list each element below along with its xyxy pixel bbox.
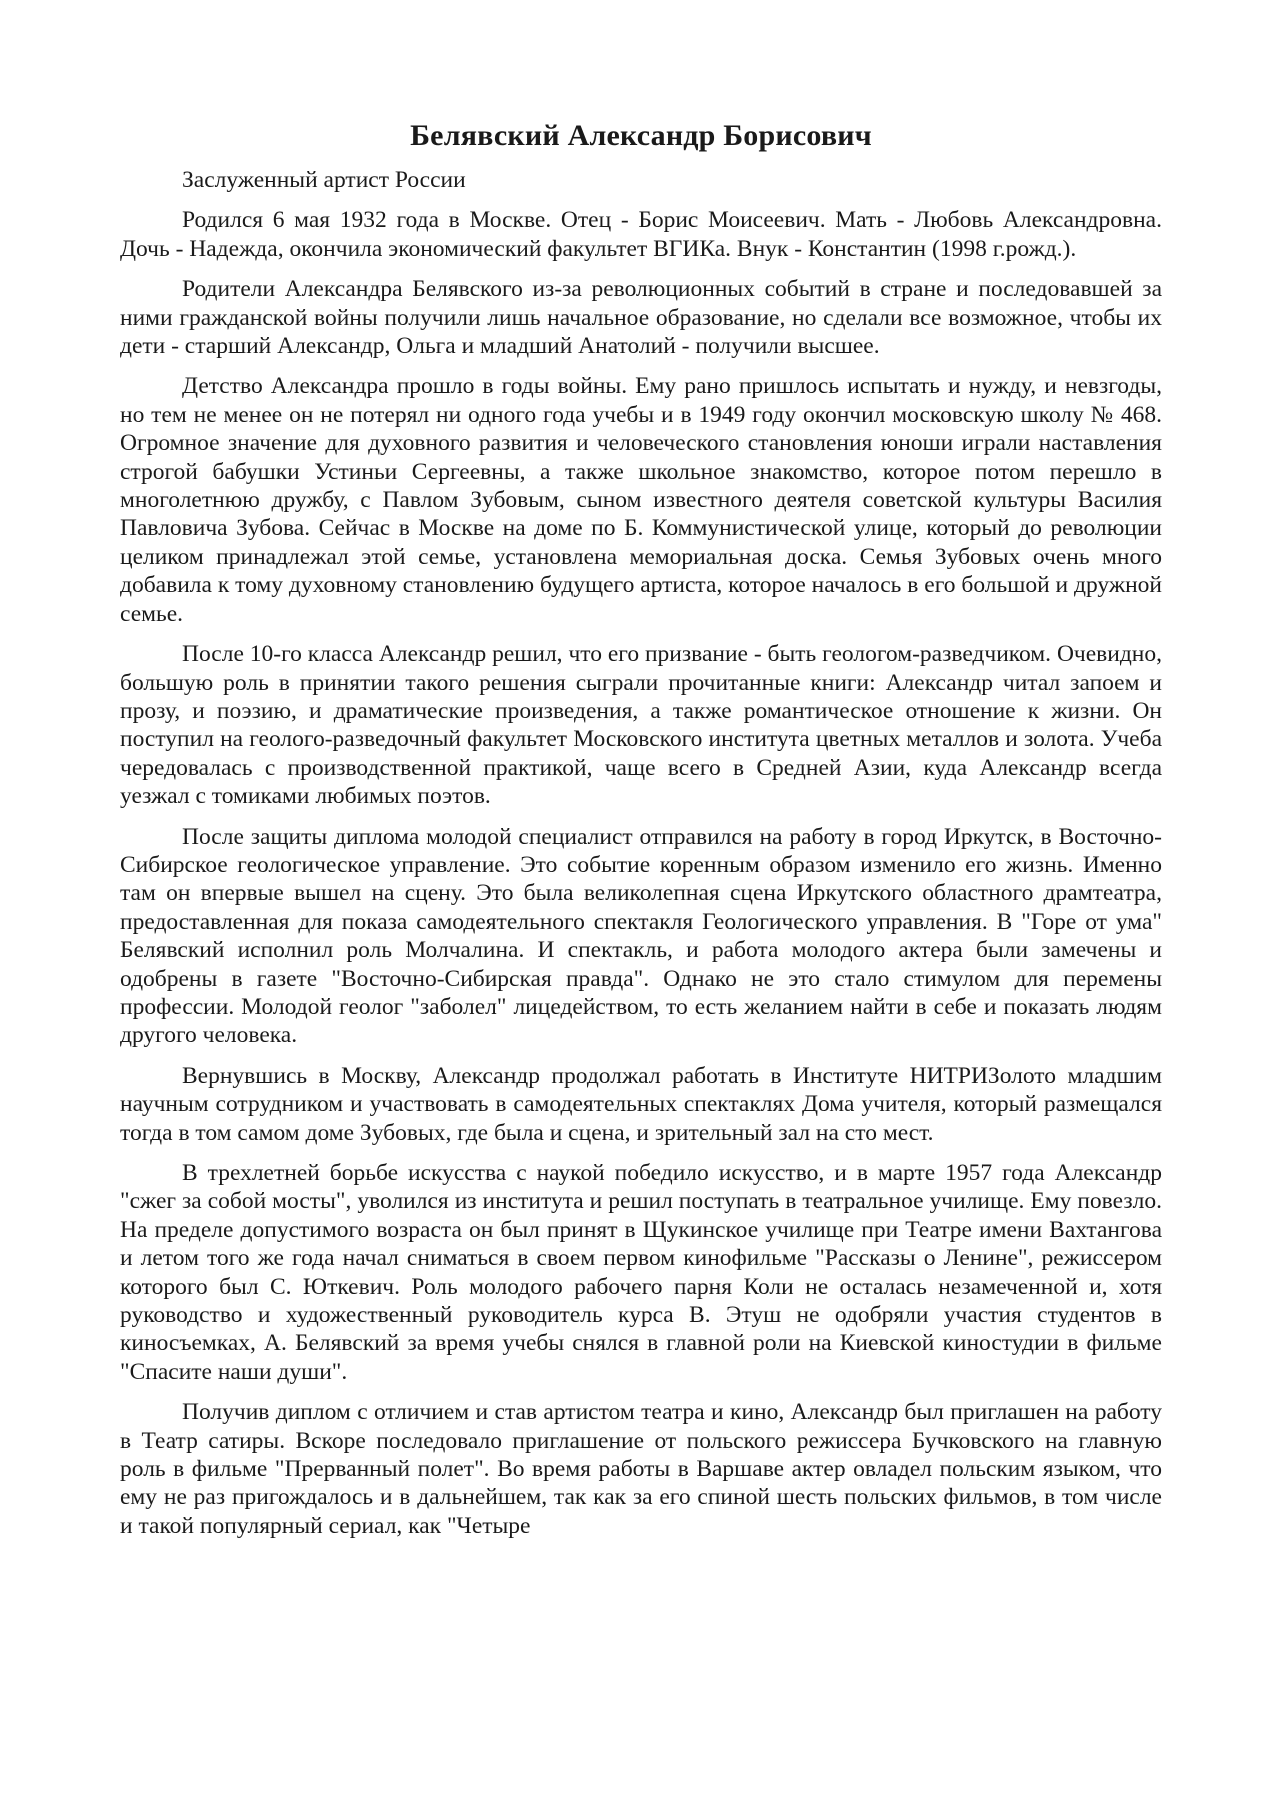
paragraph-2: Родители Александра Белявского из-за революционных событий в стране и последовавшей за ними гражданской войны получили лишь начальное образование, но сделали все возможное, чтобы их дети - старший Александр, Ольга и младший Анатолий - получили высшее. xyxy=(120,276,1162,360)
paragraph-5: После защиты диплома молодой специалист отправился на работу в город Иркутск, в Восточно-Сибирское геологическое управление. Это событие коренным образом изменило его жизнь. Именно там он впервые вышел на сцену. Это была великолепная сцена Иркутского областного драмтеатра, предоставленная для показа самодеятельного спектакля Геологического управления. В "Горе от ума" Белявский исполнил роль Молчалина. И спектакль, и работа молодого актера были замечены и одобрены в газете "Восточно-Сибирская правда". Однако не это стало стимулом для перемены профессии. Молодой геолог "заболел" лицедейством, то есть желанием найти в себе и показать людям другого человека. xyxy=(120,823,1162,1049)
subtitle: Заслуженный артист России xyxy=(182,167,466,193)
paragraph-4: После 10-го класса Александр решил, что его призвание - быть геологом-разведчиком. Очевидно, большую роль в принятии такого решения сыграли прочитанные книги: Александр читал запоем и прозу, и поэзию, и драматические произведения, а также романтическое отношение к жизни. Он поступил на геолого-разведочный факультет Московского института цветных металлов и золота. Учеба чередовалась с производственной практикой, чаще всего в Средней Азии, куда Александр всегда уезжал с томиками любимых поэтов. xyxy=(120,641,1162,810)
paragraph-3: Детство Александра прошло в годы войны. Ему рано пришлось испытать и нужду, и невзгоды, но тем не менее он не потерял ни одного года учебы и в 1949 году окончил московскую школу № 468. Огромное значение для духовного развития и человеческого становления юноши играли наставления строгой бабушки Устиньи Сергеевны, а также школьное знакомство, которое потом перешло в многолетнюю дружбу, с Павлом Зубовым, сыном известного деятеля советской культуры Василия Павловича Зубова. Сейчас в Москве на доме по Б. Коммунистической улице, который до революции целиком принадлежал этой семье, установлена мемориальная доска. Семья Зубовых очень много добавила к тому духовному становлению будущего артиста, которое началось в его большой и дружной семье. xyxy=(120,373,1162,627)
page-title: Белявский Александр Борисович xyxy=(410,119,872,152)
paragraph-7: В трехлетней борьбе искусства с наукой победило искусство, и в марте 1957 года Александр "сжег за собой мосты", уволился из института и решил поступать в театральное училище. Ему повезло. На пределе допустимого возраста он был принят в Щукинское училище при Театре имени Вахтангова и летом того же года начал сниматься в своем первом кинофильме "Рассказы о Ленине", режиссером которого был С. Юткевич. Роль молодого рабочего парня Коли не осталась незамеченной и, хотя руководство и художественный руководитель курса В. Этуш не одобряли участия студентов в киносъемках, А. Белявский за время учебы снялся в главной роли на Киевской киностудии в фильме "Спасите наши души". xyxy=(120,1160,1162,1385)
paragraph-8: Получив диплом с отличием и став артистом театра и кино, Александр был приглашен на работу в Театр сатиры. Вскоре последовало приглашение от польского режиссера Бучковского на главную роль в фильме "Прерванный полет". Во время работы в Варшаве актер овладел польским языком, что ему не раз пригождалось и в дальнейшем, так как за его спиной шесть польских фильмов, в том числе и такой популярный сериал, как "Четыре xyxy=(120,1399,1162,1539)
paragraph-6: Вернувшись в Москву, Александр продолжал работать в Институте НИТРИЗолото младшим научным сотрудником и участвовать в самодеятельных спектаклях Дома учителя, который размещался тогда в том самом доме Зубовых, где была и сцена, и зрительный зал на сто мест. xyxy=(120,1062,1162,1146)
paragraph-1: Родился 6 мая 1932 года в Москве. Отец - Борис Моисеевич. Мать - Любовь Александровна. Дочь - Надежда, окончила экономический факультет ВГИКа. Внук - Константин (1998 г.рожд.). xyxy=(120,207,1162,262)
document-page xyxy=(120,118,1162,1552)
